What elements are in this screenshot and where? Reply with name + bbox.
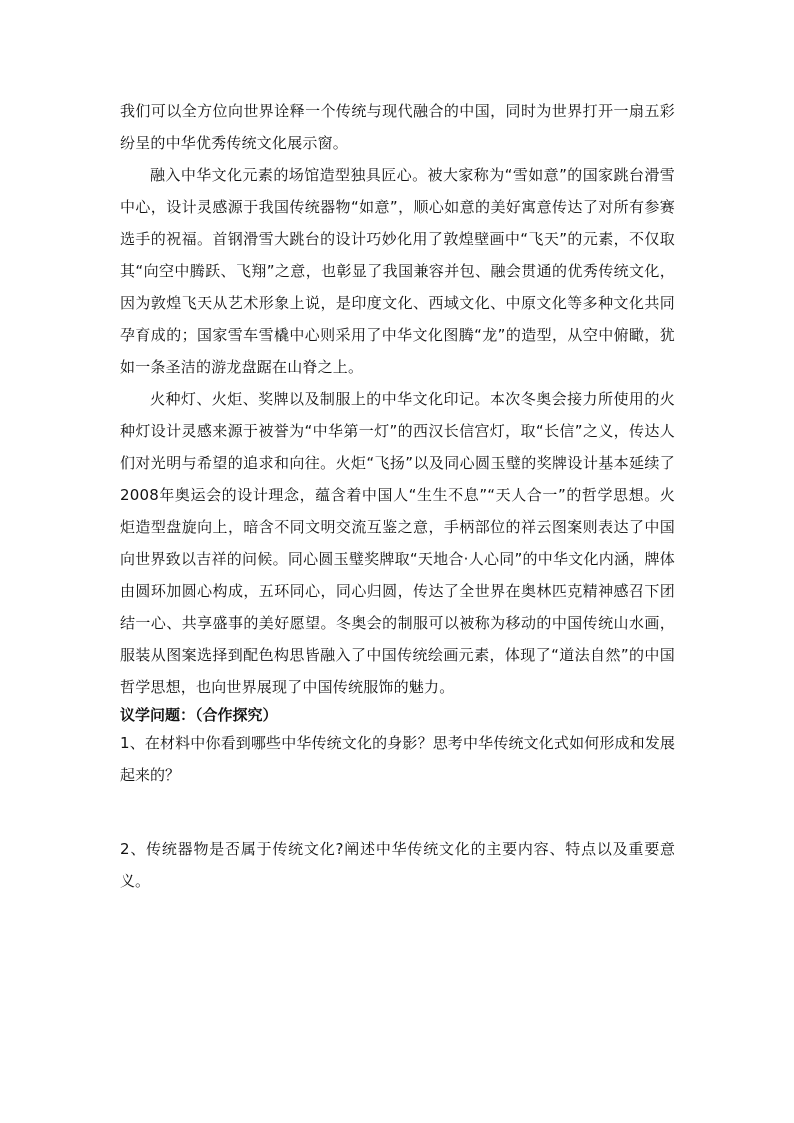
- document-page: [120, 95, 675, 897]
- body-paragraph-intro: 我们可以全方位向世界诠释一个传统与现代融合的中国，同时为世界打开一扇五彩纷呈的中华优秀传统文化展示窗。: [120, 102, 675, 152]
- body-paragraph-torch-medals: 火种灯、火炬、奖牌以及制服上的中华文化印记。本次冬奥会接力所使用的火种灯设计灵感来源于被誉为“中华第一灯”的西汉长信宫灯，取“长信”之义，传达人们对光明与希望的追求和向往。火炬“飞扬”以及同心圆玉璧的奖牌设计基本延续了2008年奥运会的设计理念，蕴含着中国人“生生不息”“天人合一”的哲学思想。火炬造型盘旋向上，暗含不同文明交流互鉴之意，手柄部位的祥云图案则表达了中国向世界致以吉祥的问候。同心圆玉璧奖牌取“天地合·人心同”的中华文化内涵，牌体由圆环加圆心构成，五环同心，同心归圆，传达了全世界在奥林匹克精神感召下团结一心、共享盛事的美好愿望。冬奥会的制服可以被称为移动的中国传统山水画，服装从图案选择到配色构思皆融入了中国传统绘画元素，体现了“道法自然”的中国哲学思想，也向世界展现了中国传统服饰的魅力。: [120, 390, 675, 696]
- body-paragraph-venues: 融入中华文化元素的场馆造型独具匠心。被大家称为“雪如意”的国家跳台滑雪中心，设计灵感源于我国传统器物“如意”，顺心如意的美好寓意传达了对所有参赛选手的祝福。首钢滑雪大跳台的设计巧妙化用了敦煌壁画中“飞天”的元素，不仅取其“向空中腾跃、飞翔”之意，也彰显了我国兼容并包、融会贯通的优秀传统文化，因为敦煌飞天从艺术形象上说，是印度文化、西域文化、中原文化等多种文化共同孕育成的；国家雪车雪橇中心则采用了中华文化图腾“龙”的造型，从空中俯瞰，犹如一条圣洁的游龙盘踞在山脊之上。: [120, 166, 675, 376]
- section-heading: 议学问题：（合作探究）: [120, 706, 278, 724]
- question-1: 1、在材料中你看到哪些中华传统文化的身影？思考中华传统文化式如何形成和发展起来的？: [120, 734, 675, 784]
- answer-space: [120, 791, 675, 833]
- question-2: 2、传统器物是否属于传统文化?阐述中华传统文化的主要内容、特点以及重要意义。: [120, 840, 675, 890]
